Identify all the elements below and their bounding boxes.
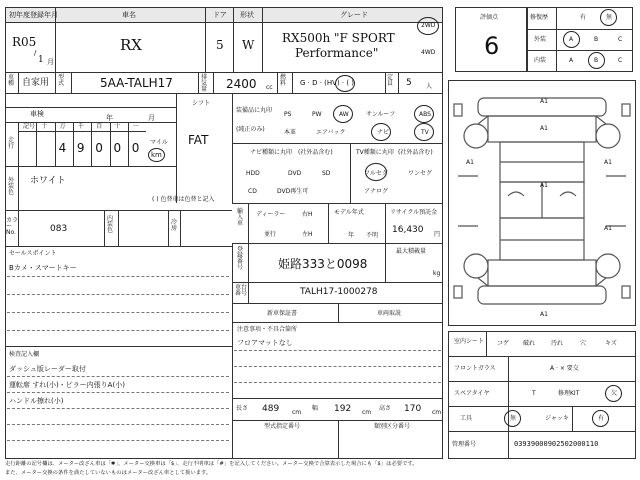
interior-grade-c: C	[618, 57, 623, 64]
model-label: 型式	[58, 74, 65, 87]
equip-navi: ナビ	[377, 129, 390, 136]
tools-value: 無	[510, 415, 517, 422]
selling-points-label: セールスポイント	[9, 250, 57, 257]
mileage-digit-header: 千	[77, 123, 84, 130]
mileage-digit-header: 万	[59, 123, 66, 130]
mileage-cell-divider	[91, 122, 92, 166]
seat-item-burn: コゲ	[497, 340, 510, 347]
seat-item-dirt: 汚れ	[551, 340, 564, 347]
shift-label: シフト	[192, 100, 211, 107]
use-label: 車種	[8, 74, 15, 87]
chassis-value: TALH17-1000278	[300, 287, 378, 297]
equipment-title: 装備品に丸印	[236, 107, 273, 114]
mileage-cell-divider	[110, 122, 111, 166]
plate-value: 姫路333と0098	[278, 257, 368, 271]
navi-hdd: HDD	[246, 170, 260, 177]
jack-circle	[592, 410, 609, 427]
tools-label: 工具	[460, 415, 473, 422]
mgmt-value: 03939000902502000110	[514, 440, 599, 448]
equip-sunroof: サンルーフ	[366, 111, 396, 118]
car-diagram	[448, 80, 636, 326]
exterior-color: ホワイト	[30, 176, 66, 186]
drive-4wd: 4WD	[421, 49, 436, 56]
displacement-label: 排気量	[201, 74, 208, 93]
manual-label: 車両取説	[377, 310, 402, 317]
seat-label: 室内シート	[454, 338, 485, 345]
drive-2wd: 2WD	[421, 22, 436, 29]
mileage-digit: 4	[58, 141, 67, 155]
exterior-grade-a: A	[569, 36, 574, 43]
model-year-unknown: 不明	[366, 232, 379, 239]
mileage-label: 走行	[8, 137, 15, 150]
tools-circle	[504, 410, 521, 427]
mileage-digit: 9	[76, 141, 85, 155]
width-value: 192	[334, 404, 352, 414]
seat-item-tear: 破れ	[523, 340, 536, 347]
exterior-label: 外装色	[8, 177, 15, 196]
mileage-unit-mile: マイル	[150, 139, 168, 146]
exterior-a-circle	[563, 31, 580, 48]
shaken-label: 車検	[30, 110, 44, 118]
type-number-label: 型式指定番号	[264, 423, 301, 430]
spare-label: スペアタイヤ	[454, 390, 490, 397]
diagram-a1-front: A1	[540, 125, 548, 132]
windshield-label: フロントガラス	[454, 365, 496, 372]
use-value: 自家用	[22, 78, 50, 88]
mileage-cell-divider	[73, 122, 74, 166]
model-year-label: モデル年式	[334, 209, 364, 216]
equip-abs: ABS	[419, 111, 431, 118]
spare-kit: 修理KIT	[558, 390, 580, 397]
width-unit: cm	[362, 409, 372, 416]
plate-label: 登録番号	[237, 246, 244, 271]
equip-aw-circle	[333, 105, 353, 123]
displacement-unit: cc	[266, 84, 273, 91]
diagram-a1-top: A1	[540, 98, 548, 105]
inspector-line-1: ダッシュ版レーダー取付	[9, 365, 86, 373]
navi-dvd: DVD	[288, 170, 302, 177]
mileage-cell-divider	[18, 122, 19, 166]
spare-missing-circle	[605, 385, 622, 402]
mileage-digit: 0	[131, 141, 140, 155]
capacity-label: 定員	[387, 74, 394, 87]
fuel-hv-circle	[335, 75, 355, 92]
equip-aw: AW	[339, 111, 349, 118]
car-name-label: 車名	[122, 11, 136, 19]
interior-b-circle	[588, 52, 605, 69]
equip-tv: TV	[421, 129, 429, 136]
mileage-digit-header: 記号	[23, 123, 36, 130]
equip-tv-circle	[414, 123, 434, 141]
interior-color-label: 内装色	[107, 215, 114, 234]
jack-value: 有	[598, 415, 605, 422]
reg-month-unit: 月	[47, 58, 54, 66]
model-value: 5AA-TALH17	[100, 76, 173, 90]
shift-value: FAT	[188, 133, 209, 147]
mileage-cell-divider	[36, 122, 37, 166]
exterior-grade-label: 外装	[534, 36, 547, 43]
fuel-label: 燃料	[280, 74, 287, 87]
recycle-unit: 円	[434, 231, 441, 238]
tv-title: TV種類に丸印	[356, 149, 394, 156]
model-year-suffix: 年	[348, 232, 355, 239]
import-label: 輸入車	[237, 208, 244, 227]
fuel-options: G · D · (HV) · ( )	[300, 79, 355, 87]
equip-ps: PS	[284, 111, 292, 118]
equip-pw: PW	[312, 111, 322, 118]
windshield-options: A · × 要交	[550, 365, 579, 372]
mileage-cell-divider	[128, 122, 129, 166]
navi-cd: CD	[248, 188, 257, 195]
import-dealer: ディーラー	[256, 211, 286, 218]
diagram-a1-bottom: A1	[540, 311, 548, 318]
exterior-note: ( ) 色替車は色替と記入	[152, 196, 215, 203]
mileage-digit-header: 一	[132, 123, 139, 130]
diagram-a1-center: A1	[540, 182, 548, 189]
shape-value: W	[242, 38, 255, 52]
load-unit: kg	[433, 270, 441, 277]
equip-abs-circle	[414, 105, 434, 123]
load-label: 最大積載量	[396, 248, 427, 255]
inspector-label: 検査記入欄	[9, 351, 40, 358]
jack-label: ジャッキ	[545, 415, 569, 422]
navi-title: ナビ種類に丸印	[250, 149, 293, 156]
diagram-a1-right-front: A1	[604, 159, 612, 166]
warranty-label: 新車保証書	[267, 310, 298, 317]
reg-year: R05	[12, 35, 37, 49]
selling-points-text: Bカメ・スマートキー	[9, 264, 77, 272]
grade-line1: RX500h "F SPORT	[282, 31, 395, 45]
mileage-digit-header: 十	[41, 123, 48, 130]
grade-line2: Performance"	[295, 46, 379, 60]
exterior-grade-b: B	[594, 36, 599, 43]
grade-label: グレード	[340, 11, 368, 19]
reg-month: 1	[38, 55, 44, 65]
cooling-label: 冷房	[171, 219, 178, 232]
interior-grade-b: B	[594, 57, 599, 64]
tv-fullseg-circle	[365, 163, 387, 181]
import-parallel: 並行	[264, 231, 277, 238]
shaken-year-unit: 年	[106, 114, 113, 122]
shaken-month-unit: 月	[148, 114, 155, 122]
car-name: RX	[120, 36, 142, 54]
inspector-line-3: ハンドル擦れ(小)	[9, 397, 64, 405]
tv-analog: アナログ	[364, 188, 389, 195]
tv-oneseg: ワンセグ	[408, 170, 433, 177]
exterior-grade-c: C	[618, 36, 623, 43]
chassis-label: 車台番号	[235, 284, 248, 297]
interior-grade-a: A	[569, 57, 574, 64]
length-label: 長さ	[236, 405, 249, 412]
first-reg-label: 初年度登録年月	[9, 11, 58, 19]
mileage-unit-km: km	[151, 151, 162, 159]
repair-no-circle	[600, 9, 617, 26]
capacity-unit: 人	[426, 83, 433, 90]
mileage-cell-divider	[55, 122, 56, 166]
reg-year-slash: /	[34, 49, 37, 57]
height-label: 高さ	[379, 405, 392, 412]
import-right-hand: 右H	[302, 211, 313, 218]
color-no-value: 083	[50, 224, 68, 234]
displacement-value: 2400	[226, 77, 257, 91]
footer-line-1: 走行距離の記号欄は、メーター改ざん車は「✱」、メーター交換車は「$」、走行不明車は「#」を記入してください。メーター交換で合算表示した場合にも「$」は必要です。	[5, 461, 418, 467]
repair-no: 無	[606, 14, 613, 21]
spare-t: T	[532, 390, 536, 397]
shape-label: 形状	[240, 11, 254, 19]
width-label: 幅	[312, 405, 319, 412]
recycle-value: 16,430	[392, 225, 424, 235]
mgmt-label: 管理番号	[452, 441, 477, 448]
capacity-value: 5	[406, 78, 412, 88]
inspector-line-2: 運転席 すれ(小)・ピラー内張りA(小)	[9, 381, 125, 389]
length-unit: cm	[292, 409, 302, 416]
repair-yes: 有	[580, 14, 587, 21]
seat-item-hole: 穴	[580, 340, 587, 347]
height-value: 170	[404, 404, 422, 414]
navi-sd: SD	[322, 170, 331, 177]
height-unit: cm	[432, 409, 442, 416]
equip-leather: 本革	[284, 129, 297, 136]
diagram-a1-left-front: A1	[466, 159, 474, 166]
doors-label: ドア	[213, 11, 227, 19]
interior-grade-label: 内装	[534, 57, 547, 64]
recycle-label: リサイクル預託金	[390, 209, 438, 216]
doors-value: 5	[216, 38, 224, 52]
tv-fullseg: フルセグ	[364, 170, 388, 177]
mileage-digit: 0	[95, 141, 103, 155]
color-no-label: カラーNo.	[6, 217, 19, 236]
class-number-label: 類別区分番号	[374, 423, 411, 430]
equipment-sub: (純正のみ)	[236, 126, 265, 133]
mileage-digit-header: 百	[96, 123, 103, 130]
repair-label: 修復歴	[530, 14, 549, 21]
import-left-hand: 左H	[302, 231, 313, 238]
seat-item-scratch: キズ	[605, 340, 617, 347]
tv-sub: (社外品含む)	[398, 149, 433, 156]
diagram-a1-right-rear: A1	[604, 225, 612, 232]
navi-dvd-play: DVD再生可	[277, 188, 309, 195]
length-value: 489	[262, 404, 280, 414]
mileage-digit: 0	[113, 141, 122, 155]
equip-navi-circle	[371, 123, 391, 141]
score-value: 6	[484, 32, 500, 60]
mileage-digit-header: 十	[114, 123, 121, 130]
spare-missing: 欠	[611, 390, 618, 397]
notes-label: 注意事項・不具合箇所	[237, 326, 298, 333]
score-label: 評価点	[480, 14, 499, 21]
footer-line-2: また、メーター交換の条件を満たしていないものはメーター改ざん車として扱います。	[5, 470, 212, 476]
notes-text: フロアマットなし	[237, 339, 293, 347]
equip-airbag: エアバック	[316, 129, 346, 136]
navi-sub: (社外品含む)	[298, 149, 333, 156]
